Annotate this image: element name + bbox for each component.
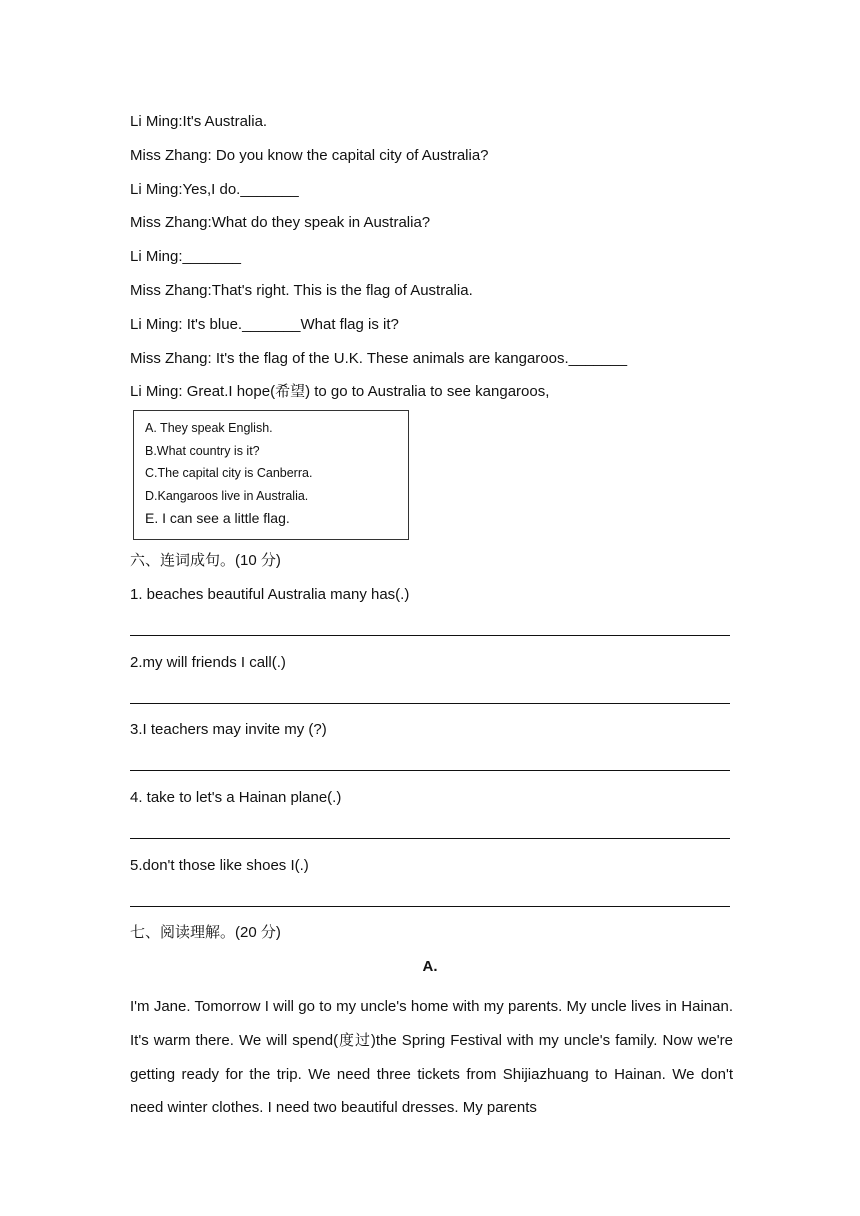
dialogue-line: Miss Zhang: Do you know the capital city of Australia? xyxy=(130,147,489,164)
option-c: C.The capital city is Canberra. xyxy=(145,466,313,480)
dialogue-line: Li Ming:_______ xyxy=(130,248,241,265)
dialogue-line: Miss Zhang: It's the flag of the U.K. These animals are kangaroos._______ xyxy=(130,350,628,367)
sentence-item: 1. beaches beautiful Australia many has(.) xyxy=(130,586,410,603)
dialogue-line: Li Ming:It's Australia. xyxy=(130,113,268,130)
answer-line[interactable] xyxy=(130,703,730,704)
answer-line[interactable] xyxy=(130,906,730,907)
option-d: D.Kangaroos live in Australia. xyxy=(145,489,309,503)
answer-line[interactable] xyxy=(130,770,730,771)
option-a: A. They speak English. xyxy=(145,421,273,435)
sentence-item: 3.I teachers may invite my (?) xyxy=(130,721,327,738)
options-box xyxy=(133,410,409,540)
answer-line[interactable] xyxy=(130,838,730,839)
sentence-item: 2.my will friends I call(.) xyxy=(130,654,286,671)
sentence-item: 5.don't those like shoes I(.) xyxy=(130,857,309,874)
option-b: B.What country is it? xyxy=(145,444,260,458)
dialogue-line: Li Ming:Yes,I do._______ xyxy=(130,181,299,198)
dialogue-line: Miss Zhang:That's right. This is the flag of Australia. xyxy=(130,282,473,299)
dialogue-line: Li Ming: It's blue._______What flag is it? xyxy=(130,316,399,333)
section-6-title: 六、连词成句。(10 分) xyxy=(130,552,281,569)
answer-line[interactable] xyxy=(130,635,730,636)
dialogue-line: Li Ming: Great.I hope(希望) to go to Australia to see kangaroos, xyxy=(130,383,550,400)
reading-passage: I'm Jane. Tomorrow I will go to my uncle's home with my parents. My uncle lives in Hainan. It's warm there. We will spend(度过)the Spring Festival with my uncle's family. Now we're getting ready for the trip. We need three tickets from Shijiazhuang to Hainan. We don't need winter clothes. I need two beautiful dresses. My parents xyxy=(130,998,733,1117)
sentence-item: 4. take to let's a Hainan plane(.) xyxy=(130,789,342,806)
dialogue-line: Miss Zhang:What do they speak in Australia? xyxy=(130,214,431,231)
option-e: E. I can see a little flag. xyxy=(145,510,290,526)
section-7-title: 七、阅读理解。(20 分) xyxy=(130,924,281,941)
passage-label: A. xyxy=(422,958,438,975)
